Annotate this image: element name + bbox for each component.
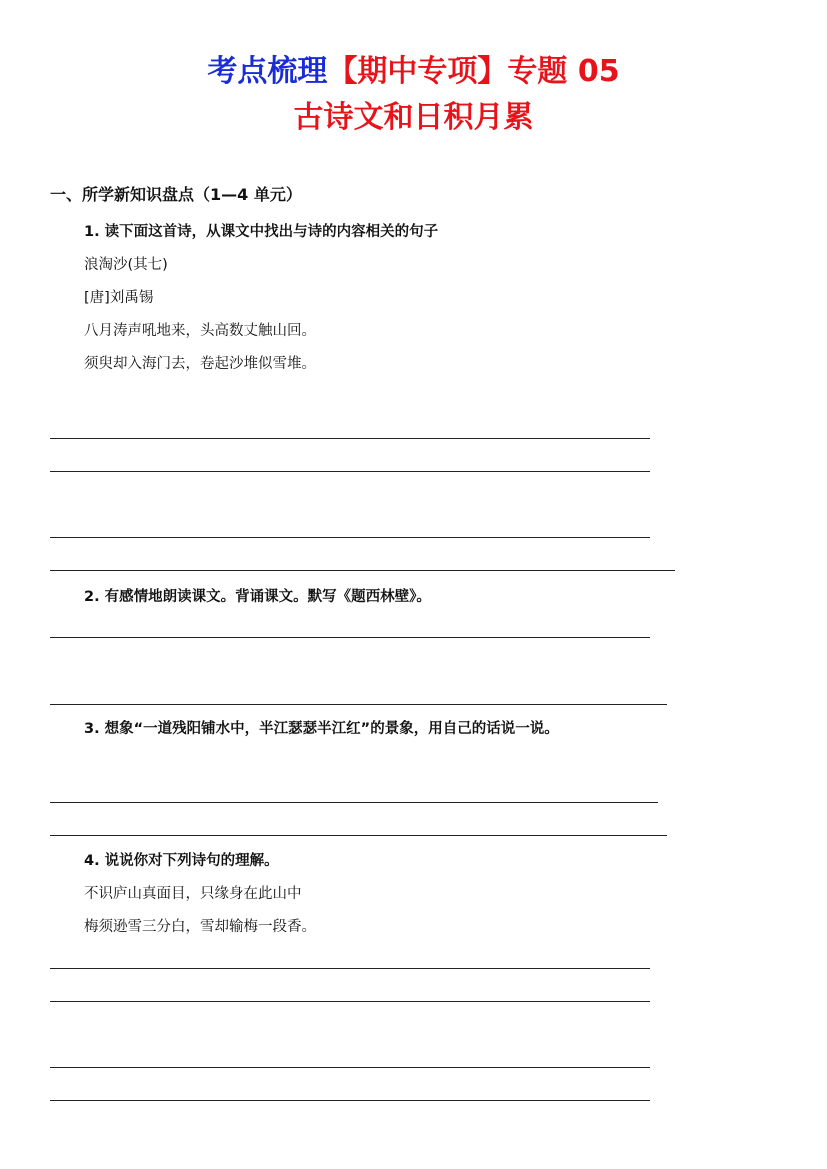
question-3-label: 3. 想象“一道残阳铺水中，半江瑟瑟半江红”的景象，用自己的话说一说。 — [84, 721, 559, 737]
answer-line[interactable] — [50, 537, 650, 538]
poem-line-2: 须臾却入海门去，卷起沙堆似雪堆。 — [84, 356, 316, 372]
question-1-label: 1. 读下面这首诗，从课文中找出与诗的内容相关的句子 — [84, 224, 439, 240]
page-title — [0, 52, 827, 92]
title-blue-part: 考点梳理 — [207, 54, 328, 89]
verse-line-1: 不识庐山真面目，只缘身在此山中 — [84, 886, 302, 902]
poem-title: 浪淘沙(其七) — [84, 257, 168, 273]
answer-line[interactable] — [50, 570, 675, 571]
title-red-part: 【期中专项】专题 05 — [327, 54, 620, 89]
poem-author: [唐]刘禹锡 — [84, 290, 154, 306]
answer-line[interactable] — [50, 471, 650, 472]
question-4-label: 4. 说说你对下列诗句的理解。 — [84, 853, 279, 869]
answer-line[interactable] — [50, 1001, 650, 1002]
answer-line[interactable] — [50, 835, 667, 836]
verse-line-2: 梅须逊雪三分白，雪却输梅一段香。 — [84, 919, 316, 935]
answer-line[interactable] — [50, 968, 650, 969]
section-heading: 一、所学新知识盘点（1—4 单元） — [50, 185, 302, 204]
poem-line-1: 八月涛声吼地来，头高数丈触山回。 — [84, 323, 316, 339]
answer-line[interactable] — [50, 1067, 650, 1068]
answer-line[interactable] — [50, 637, 650, 638]
page-subtitle: 古诗文和日积月累 — [293, 100, 534, 135]
question-2-label: 2. 有感情地朗读课文。背诵课文。默写《题西林壁》。 — [84, 589, 431, 605]
answer-line[interactable] — [50, 704, 667, 705]
answer-line[interactable] — [50, 438, 650, 439]
answer-line[interactable] — [50, 802, 658, 803]
answer-line[interactable] — [50, 1100, 650, 1101]
